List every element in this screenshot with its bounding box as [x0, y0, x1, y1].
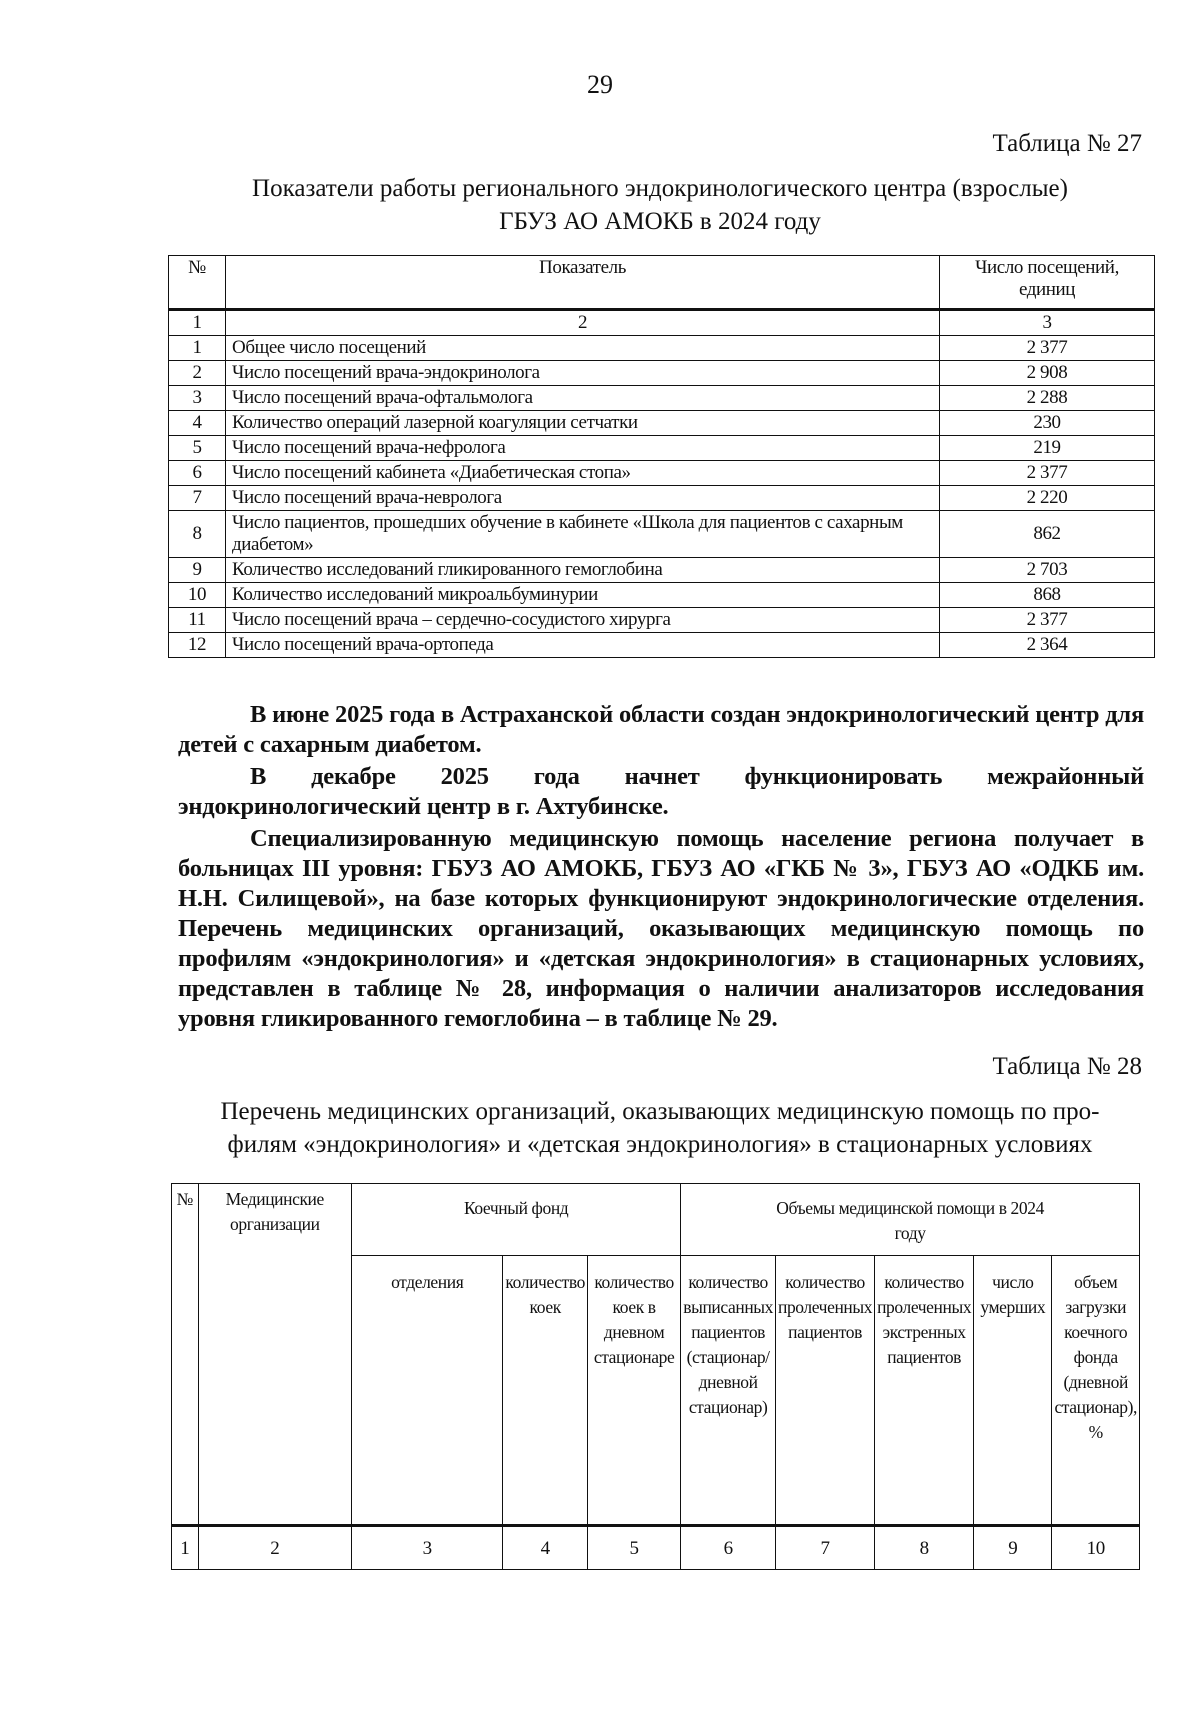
header-no: № [172, 1184, 199, 1526]
row-number: 11 [169, 608, 226, 633]
subheader: количество пролеченных пациентов [775, 1256, 874, 1526]
column-number-row [169, 310, 1155, 336]
row-number: 7 [169, 486, 226, 511]
row-value: 2 220 [940, 486, 1155, 511]
table-27-title [160, 172, 1160, 238]
row-value: 2 288 [940, 386, 1155, 411]
subheader: количество пролеченных экстренных пациентов [875, 1256, 974, 1526]
table-row [169, 558, 1155, 583]
table-row [169, 486, 1155, 511]
col-number: 6 [681, 1526, 776, 1570]
title-line: Перечень медицинских организаций, оказывающих медицинскую помощь по про- [220, 1098, 1100, 1125]
row-label: Число посещений кабинета «Диабетическая стопа» [226, 461, 940, 486]
title-line: филям «эндокринология» и «детская эндокринология» в стационарных условиях [227, 1131, 1093, 1158]
table-row [169, 633, 1155, 658]
col-number: 5 [587, 1526, 680, 1570]
page-number: 29 [587, 70, 613, 99]
row-value: 862 [940, 511, 1155, 558]
row-number: 12 [169, 633, 226, 658]
col-number: 7 [775, 1526, 874, 1570]
table-row [169, 411, 1155, 436]
row-value: 868 [940, 583, 1155, 608]
paragraph: Специализированную медицинскую помощь население региона получает в больницах III уровня: ГБУЗ АО АМОКБ, ГБУЗ АО «ГКБ № 3», ГБУЗ АО «ОДКБ им. Н.Н. Силищевой», на базе которых функционируют эндокринологические отделения. Перечень медицинских организаций, оказывающих медицинскую помощь по профилям «эндокринология» и «детская эндокринология» в стационарных условиях, представлен в таблице № 28, информация о наличии анализаторов исследования уровня гликированного гемоглобина – в таблице № 29. [178, 825, 1144, 1032]
header-indicator: Показатель [226, 256, 940, 310]
col-number: 10 [1052, 1526, 1140, 1570]
subheader: число умерших [974, 1256, 1052, 1526]
header-organizations: Медицинские организации [198, 1184, 352, 1526]
col-number: 9 [974, 1526, 1052, 1570]
subheader: объем загрузки коечного фонда (дневной стационар), % [1052, 1256, 1140, 1526]
subheader: количество коек [503, 1256, 588, 1526]
col-number: 3 [352, 1526, 503, 1570]
header-volumes: Объемы медицинской помощи в 2024 году [681, 1184, 1140, 1256]
row-number: 8 [169, 511, 226, 558]
row-number: 3 [169, 386, 226, 411]
title-line: Показатели работы регионального эндокринологического центра (взрослые) [252, 175, 1068, 202]
row-number: 4 [169, 411, 226, 436]
column-number-row [172, 1526, 1140, 1570]
table-row [169, 361, 1155, 386]
header-bed-fund: Коечный фонд [352, 1184, 681, 1256]
row-number: 1 [169, 336, 226, 361]
table-27-label: Таблица № 27 [992, 130, 1142, 157]
table-header-row [172, 1184, 1140, 1256]
row-value: 2 364 [940, 633, 1155, 658]
col-number: 3 [940, 310, 1155, 336]
subheader: количество коек в дневном стационаре [587, 1256, 680, 1526]
table-row [169, 608, 1155, 633]
row-label: Общее число посещений [226, 336, 940, 361]
row-label: Число посещений врача-эндокринолога [226, 361, 940, 386]
subheader: количество выписанных пациентов (стационар/ дневной стационар) [681, 1256, 776, 1526]
title-line: ГБУЗ АО АМОКБ в 2024 году [499, 208, 821, 235]
table-row [169, 336, 1155, 361]
row-value: 2 703 [940, 558, 1155, 583]
col-number: 2 [198, 1526, 352, 1570]
paragraph: В июне 2025 года в Астраханской области создан эндокринологический центр для детей с сахарным диабетом. [178, 701, 1145, 758]
paragraph: В декабре 2025 года начнет функционировать межрайонный эндокринологический центр в г. Ахтубинске. [178, 763, 1144, 820]
table-27 [168, 255, 1155, 658]
row-label: Количество операций лазерной коагуляции сетчатки [226, 411, 940, 436]
row-label: Количество исследований микроальбуминурии [226, 583, 940, 608]
row-number: 6 [169, 461, 226, 486]
row-number: 2 [169, 361, 226, 386]
col-number: 2 [226, 310, 940, 336]
row-number: 10 [169, 583, 226, 608]
row-label: Число посещений врача-нефролога [226, 436, 940, 461]
row-label: Число посещений врача-невролога [226, 486, 940, 511]
row-value: 219 [940, 436, 1155, 461]
row-label: Число посещений врача-офтальмолога [226, 386, 940, 411]
row-label: Количество исследований гликированного гемоглобина [226, 558, 940, 583]
header-visits: Число посещений, единиц [940, 256, 1155, 310]
row-label: Число посещений врача-ортопеда [226, 633, 940, 658]
col-number: 1 [172, 1526, 199, 1570]
table-header-row [169, 256, 1155, 310]
table-28-title [160, 1095, 1160, 1161]
row-label: Число пациентов, прошедших обучение в кабинете «Школа для пациентов с сахарным диабетом» [226, 511, 940, 558]
table-row [169, 436, 1155, 461]
table-row [169, 461, 1155, 486]
table-row [169, 583, 1155, 608]
row-value: 230 [940, 411, 1155, 436]
subheader: отделения [352, 1256, 503, 1526]
row-number: 5 [169, 436, 226, 461]
row-value: 2 377 [940, 608, 1155, 633]
table-row [169, 511, 1155, 558]
table-28 [171, 1183, 1140, 1570]
table-28-label: Таблица № 28 [992, 1053, 1142, 1080]
col-number: 1 [169, 310, 226, 336]
table-row [169, 386, 1155, 411]
col-number: 8 [875, 1526, 974, 1570]
header-no: № [169, 256, 226, 310]
row-value: 2 377 [940, 336, 1155, 361]
row-number: 9 [169, 558, 226, 583]
row-value: 2 908 [940, 361, 1155, 386]
row-value: 2 377 [940, 461, 1155, 486]
col-number: 4 [503, 1526, 588, 1570]
row-label: Число посещений врача – сердечно-сосудистого хирурга [226, 608, 940, 633]
